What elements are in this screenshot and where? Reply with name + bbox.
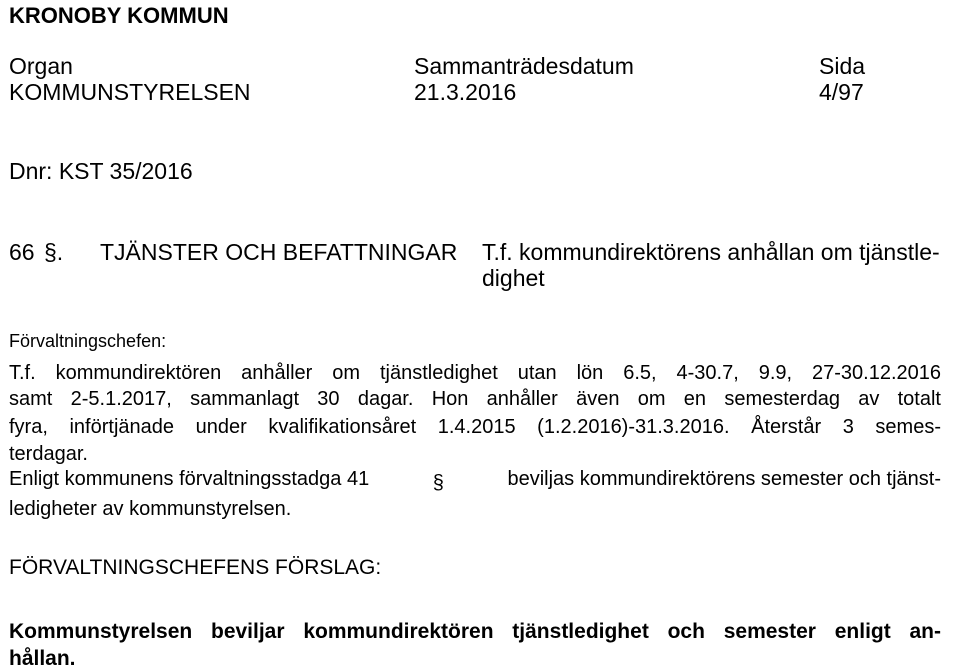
section-subject-line2: dighet [482,265,545,291]
statute-line-2: ledigheter av kommunstyrelsen. [9,498,292,520]
statute-line-1 [9,466,941,492]
diary-number: Dnr: KST 35/2016 [9,158,193,184]
statute-text-post: beviljas kommundirektörens semester och tjänst- [507,468,941,490]
body-line-2: samt 2-5.1.2017, sammanlagt 30 dagar. Hon anhåller även om en semesterdag av totalt [9,388,941,410]
proposal-heading: FÖRVALTNINGSCHEFENS FÖRSLAG: [9,556,382,579]
speaker-label: Förvaltningschefen: [9,331,167,351]
organ-label: Organ [9,53,73,79]
municipality-name: KRONOBY KOMMUN [9,3,229,28]
page-label: Sida [819,53,866,79]
proposal-line-2: hållan. [9,647,76,670]
section-number: 66 [9,239,35,265]
body-line-1: T.f. kommundirektören anhåller om tjänstledighet utan lön 6.5, 4-30.7, 9.9, 27-30.12.2016 [9,362,941,384]
proposal-line-1: Kommunstyrelsen beviljar kommundirektören tjänstledighet och semester enligt an- [9,620,941,643]
section-title: TJÄNSTER OCH BEFATTNINGAR [100,239,458,265]
meeting-date-value: 21.3.2016 [414,79,517,105]
statute-symbol: § [432,472,444,494]
section-symbol: §. [44,239,64,265]
statute-text-pre: Enligt kommunens förvaltningsstadga 41 [9,468,370,490]
organ-value: KOMMUNSTYRELSEN [9,79,251,105]
page-number: 4/97 [819,79,864,105]
section-subject-line1: T.f. kommundirektörens anhållan om tjänstle- [482,239,940,265]
meeting-date-label: Sammanträdesdatum [414,53,634,79]
body-line-4: terdagar. [9,443,88,465]
body-line-3: fyra, införtjänade under kvalifikationsåret 1.4.2015 (1.2.2016)-31.3.2016. Återstår 3 semes- [9,416,941,438]
